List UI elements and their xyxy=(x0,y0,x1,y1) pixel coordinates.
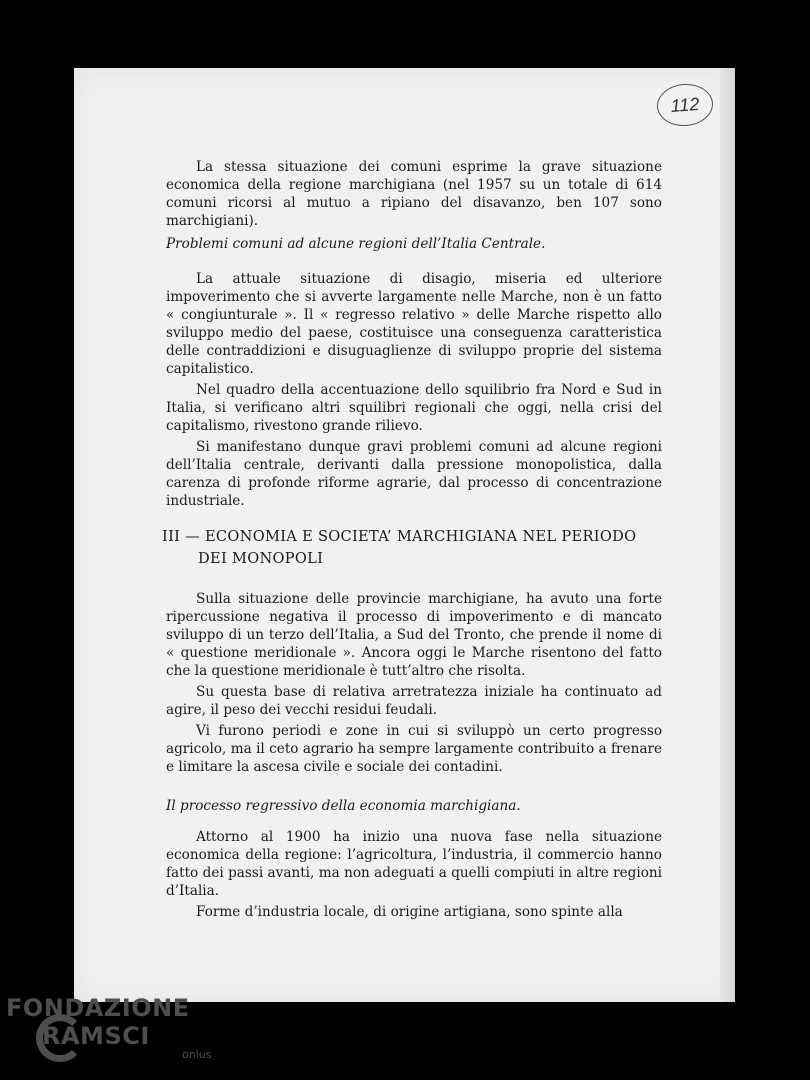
paragraph: Vi furono periodi e zone in cui si sviluppò un certo progresso agricolo, ma il ceto agrario ha sempre largamente contribuito a frenare e limitare la ascesa civile e sociale dei contadini. xyxy=(166,723,662,775)
paragraph: Su questa base di relativa arretratezza iniziale ha continuato ad agire, il peso dei vecchi residui feudali. xyxy=(166,684,662,718)
subheading-problemi-comuni: Problemi comuni ad alcune regioni dell’Italia Centrale. xyxy=(166,236,546,252)
paragraph: Nel quadro della accentuazione dello squilibrio fra Nord e Sud in Italia, si verificano altri squilibri regionali che oggi, nella crisi del capitalismo, rivestono grande rilievo. xyxy=(166,382,662,434)
page-number: 112 xyxy=(656,82,715,128)
subheading-processo-regressivo: Il processo regressivo della economia marchigiana. xyxy=(166,798,521,814)
section4-text xyxy=(166,828,662,921)
paragraph: Sulla situazione delle provincie marchigiane, ha avuto una forte ripercussione negativa il processo di impoverimento e di mancato sviluppo di un terzo dell’Italia, a Sud del Tronto, che prende il nome di « questione meridionale ». Ancora oggi le Marche risentono del fatto che la questione meridionale è tutt’altro che risolta. xyxy=(166,591,662,679)
page-content xyxy=(74,68,735,1002)
section1-text xyxy=(166,158,662,230)
paragraph: La attuale situazione di disagio, miseria ed ulteriore impoverimento che si avverte largamente nelle Marche, non è un fatto « congiunturale ». Il « regresso relativo » delle Marche rispetto allo sviluppo medio del paese, costituisce una conseguenza caratteristica delle contraddizioni e disuguaglienze di sviluppo proprie del sistema capitalistico. xyxy=(166,271,662,377)
paragraph: La stessa situazione dei comuni esprime la grave situazione economica della regione marchigiana (nel 1957 su un totale di 614 comuni ricorsi al mutuo a ripiano del disavanzo, ben 107 sono marchigiani). xyxy=(166,159,662,229)
logo-line2: RAMSCI xyxy=(42,1022,150,1050)
section3-text xyxy=(166,590,662,776)
logo-line3: onlus xyxy=(182,1048,212,1061)
paragraph: Attorno al 1900 ha inizio una nuova fase nella situazione economica della regione: l’agricoltura, l’industria, il commercio hanno fatto dei passi avanti, ma non adeguati a quelli compiuti in altre regioni d’Italia. xyxy=(166,829,662,899)
logo-line1: FONDAZIONE xyxy=(6,994,190,1022)
fondazione-gramsci-logo xyxy=(6,994,212,1074)
paragraph: Si manifestano dunque gravi problemi comuni ad alcune regioni dell’Italia centrale, derivanti dalla pressione monopolistica, dalla carenza di profonde riforme agrarie, dal processo di concentrazione industriale. xyxy=(166,439,662,509)
chapter-heading xyxy=(162,526,667,570)
chapter-heading-line2: DEI MONOPOLI xyxy=(198,550,324,567)
paragraph: Forme d’industria locale, di origine artigiana, sono spinte alla xyxy=(196,904,623,920)
section2-text xyxy=(166,270,662,510)
chapter-heading-line1: III — ECONOMIA E SOCIETA’ MARCHIGIANA NEL PERIODO xyxy=(162,528,637,545)
